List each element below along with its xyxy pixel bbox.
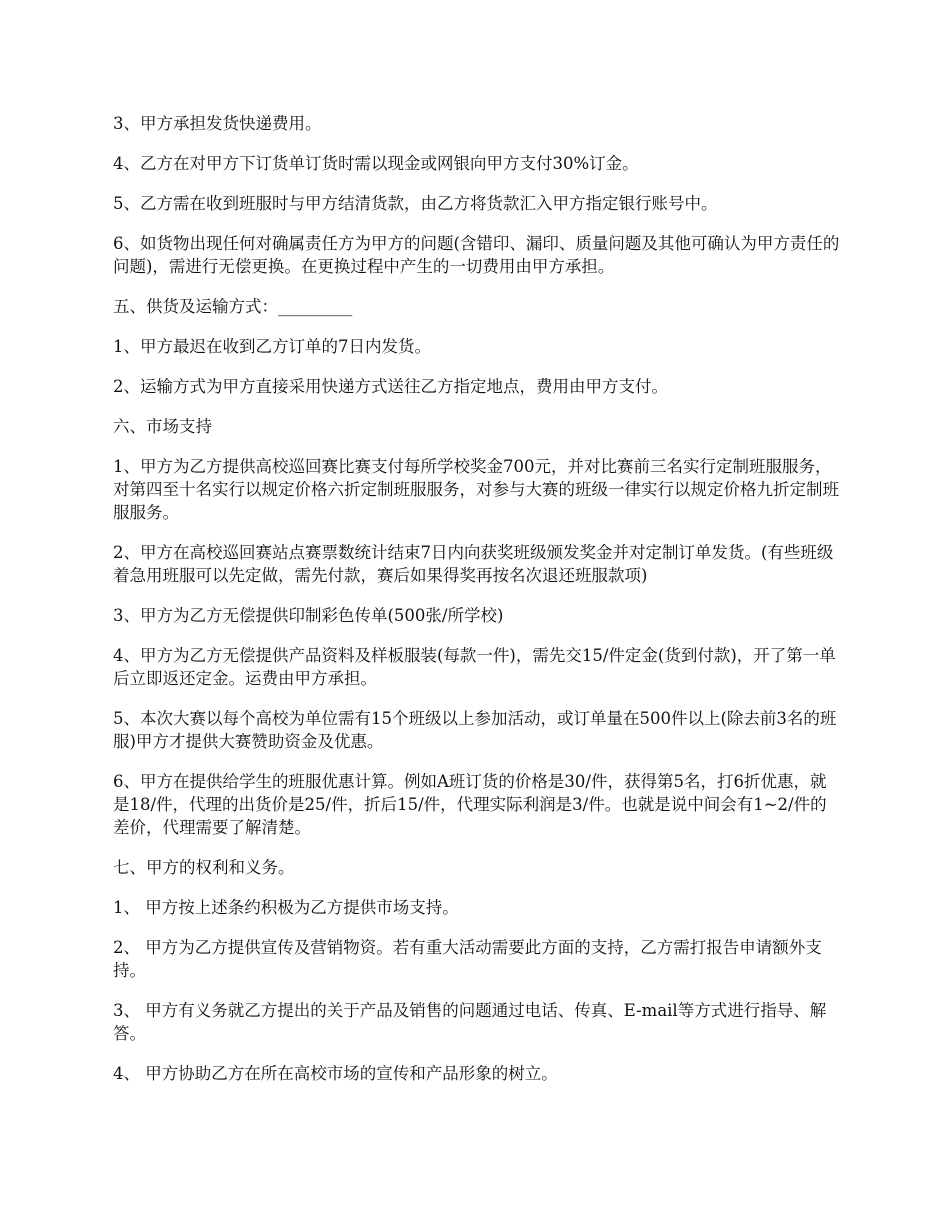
section-7-item-3: 3、 甲方有义务就乙方提出的关于产品及销售的问题通过电话、传真、E-mail等方式进行指导、解答。 xyxy=(113,1001,827,1043)
section-6-item-5: 5、本次大赛以每个高校为单位需有15个班级以上参加活动，或订单量在500件以上(除去前3名的班服)甲方才提供大赛赞助资金及优惠。 xyxy=(113,709,837,751)
section-7-heading: 七、甲方的权利和义务。 xyxy=(113,858,295,877)
clause-6-replacement: 6、如货物出现任何对确属责任方为甲方的问题(含错印、漏印、质量问题及其他可确认为甲方责任的问题)，需进行无偿更换。在更换过程中产生的一切费用由甲方承担。 xyxy=(113,234,840,276)
section-6-item-4: 4、甲方为乙方无偿提供产品资料及样板服装(每款一件)，需先交15/件定金(货到付款)，开了第一单后立即返还定金。运费由甲方承担。 xyxy=(113,646,836,688)
clause-5-settlement: 5、乙方需在收到班服时与甲方结清货款，由乙方将货款汇入甲方指定银行账号中。 xyxy=(113,194,718,213)
section-7-item-2: 2、 甲方为乙方提供宣传及营销物资。若有重大活动需要此方面的支持，乙方需打报告申请额外支持。 xyxy=(113,938,822,980)
section-6-item-6: 6、甲方在提供给学生的班服优惠计算。例如A班订货的价格是30/件，获得第5名，打6折优惠，就是18/件，代理的出货价是25/件，折后15/件，代理实际利润是3/件。也就是说中间会有1~2/件的差价，代理需要了解清楚。 xyxy=(113,772,827,837)
section-6-item-3: 3、甲方为乙方无偿提供印制彩色传单(500张/所学校) xyxy=(113,606,504,625)
section-6-item-2: 2、甲方在高校巡回赛站点赛票数统计结束7日内向获奖班级颁发奖金并对定制订单发货。(有些班级着急用班服可以先定做，需先付款，赛后如果得奖再按名次退还班服款项) xyxy=(113,543,834,585)
section-5-item-1: 1、甲方最迟在收到乙方订单的7日内发货。 xyxy=(113,337,431,356)
clause-4-deposit: 4、乙方在对甲方下订货单订货时需以现金或网银向甲方支付30%订金。 xyxy=(113,154,639,173)
clause-3-shipping-cost: 3、甲方承担发货快递费用。 xyxy=(113,114,322,133)
section-5-heading: 五、供货及运输方式：_________ xyxy=(113,297,353,316)
section-7-item-4: 4、 甲方协助乙方在所在高校市场的宣传和产品形象的树立。 xyxy=(113,1064,558,1083)
document-body xyxy=(113,112,841,1102)
section-7-item-1: 1、 甲方按上述条约积极为乙方提供市场支持。 xyxy=(113,898,459,917)
section-5-item-2: 2、运输方式为甲方直接采用快递方式送往乙方指定地点，费用由甲方支付。 xyxy=(113,377,668,396)
section-6-heading: 六、市场支持 xyxy=(113,417,212,436)
section-6-item-1: 1、甲方为乙方提供高校巡回赛比赛支付每所学校奖金700元，并对比赛前三名实行定制班服服务，对第四至十名实行以规定价格六折定制班服服务，对参与大赛的班级一律实行以规定价格九折定制班服服务。 xyxy=(113,457,839,522)
